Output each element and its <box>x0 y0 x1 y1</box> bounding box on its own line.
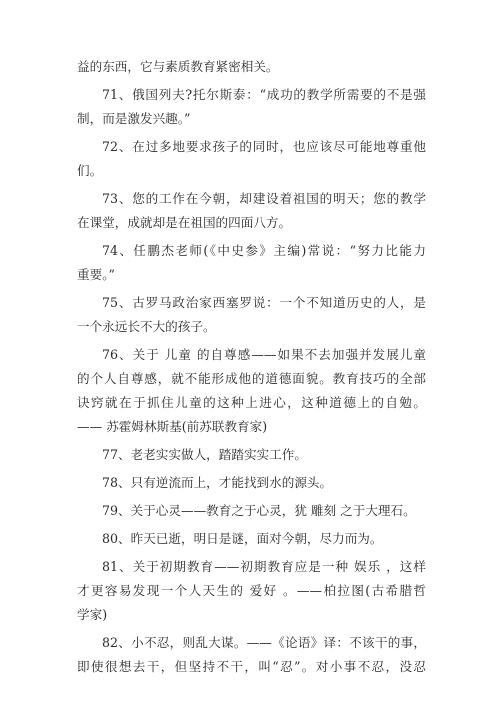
quote-75 <box>77 291 426 339</box>
text-line: 的个人自尊感，就不能形成他的道德面貌。教育技巧的全部 <box>77 371 426 386</box>
quote-72 <box>77 135 426 183</box>
text-line: 制，而是激发兴趣。” <box>77 111 191 126</box>
quote-82 <box>77 631 426 679</box>
text-line: 即使很想去干，但坚持不干，叫“忍”。对小事不忍，没忍 <box>77 659 426 674</box>
text-line: 80、昨天已逝，明日是谜，面对今朝，尽力而为。 <box>102 531 383 546</box>
quote-74 <box>77 239 426 287</box>
text-line: 81、关于初期教育——初期教育应是一种 娱乐 ，这样 <box>102 559 426 574</box>
quote-81 <box>77 555 426 627</box>
quote-71 <box>77 83 426 131</box>
text-line: 71、俄国列夫?托尔斯泰：“成功的教学所需要的不是强 <box>102 87 426 102</box>
quote-78 <box>77 471 426 495</box>
text-line: 才更容易发现一个人天生的 爱好 。——柏拉图(古希腊哲 <box>77 583 426 598</box>
text-line: 学家) <box>77 607 108 622</box>
text-line: 重要。” <box>77 267 115 282</box>
text-line: 们。 <box>77 163 103 178</box>
quote-76 <box>77 343 426 439</box>
paragraph-continuation <box>77 55 426 79</box>
text-line: 72、在过多地要求孩子的同时，也应该尽可能地尊重他 <box>102 139 426 154</box>
text-line: 74、任鹏杰老师(《中史参》主编)常说：“努力比能力 <box>102 243 426 258</box>
text-line: 诀窍就在于抓住儿童的这种上进心，这种道德上的自勉。 <box>77 395 426 410</box>
text-line: 一个永远长不大的孩子。 <box>77 319 216 334</box>
text-line: 77、老老实实做人，踏踏实实工作。 <box>102 447 307 462</box>
quote-79 <box>77 499 426 523</box>
document-page <box>77 55 426 683</box>
quote-77 <box>77 443 426 467</box>
quote-attribution: —— 苏霍姆林斯基(前苏联教育家) <box>77 419 268 434</box>
text-line: 75、古罗马政治家西塞罗说：一个不知道历史的人，是 <box>102 295 426 310</box>
quote-80 <box>77 527 426 551</box>
text-line: 在课堂，成就却是在祖国的四面八方。 <box>77 215 292 230</box>
text-line: 78、只有逆流而上，才能找到水的源头。 <box>102 475 333 490</box>
text-line: 76、关于 儿童 的自尊感——如果不去加强并发展儿童 <box>102 347 426 362</box>
text-line: 79、关于心灵——教育之于心灵，犹 雕刻 之于大理石。 <box>102 503 416 518</box>
quote-73 <box>77 187 426 235</box>
text-line: 益的东西，它与素质教育紧密相关。 <box>77 59 279 74</box>
text-line: 82、小不忍，则乱大谋。——《论语》译：不该干的事， <box>102 635 426 650</box>
text-line: 73、您的工作在今朝，却建设着祖国的明天；您的教学 <box>102 191 426 206</box>
